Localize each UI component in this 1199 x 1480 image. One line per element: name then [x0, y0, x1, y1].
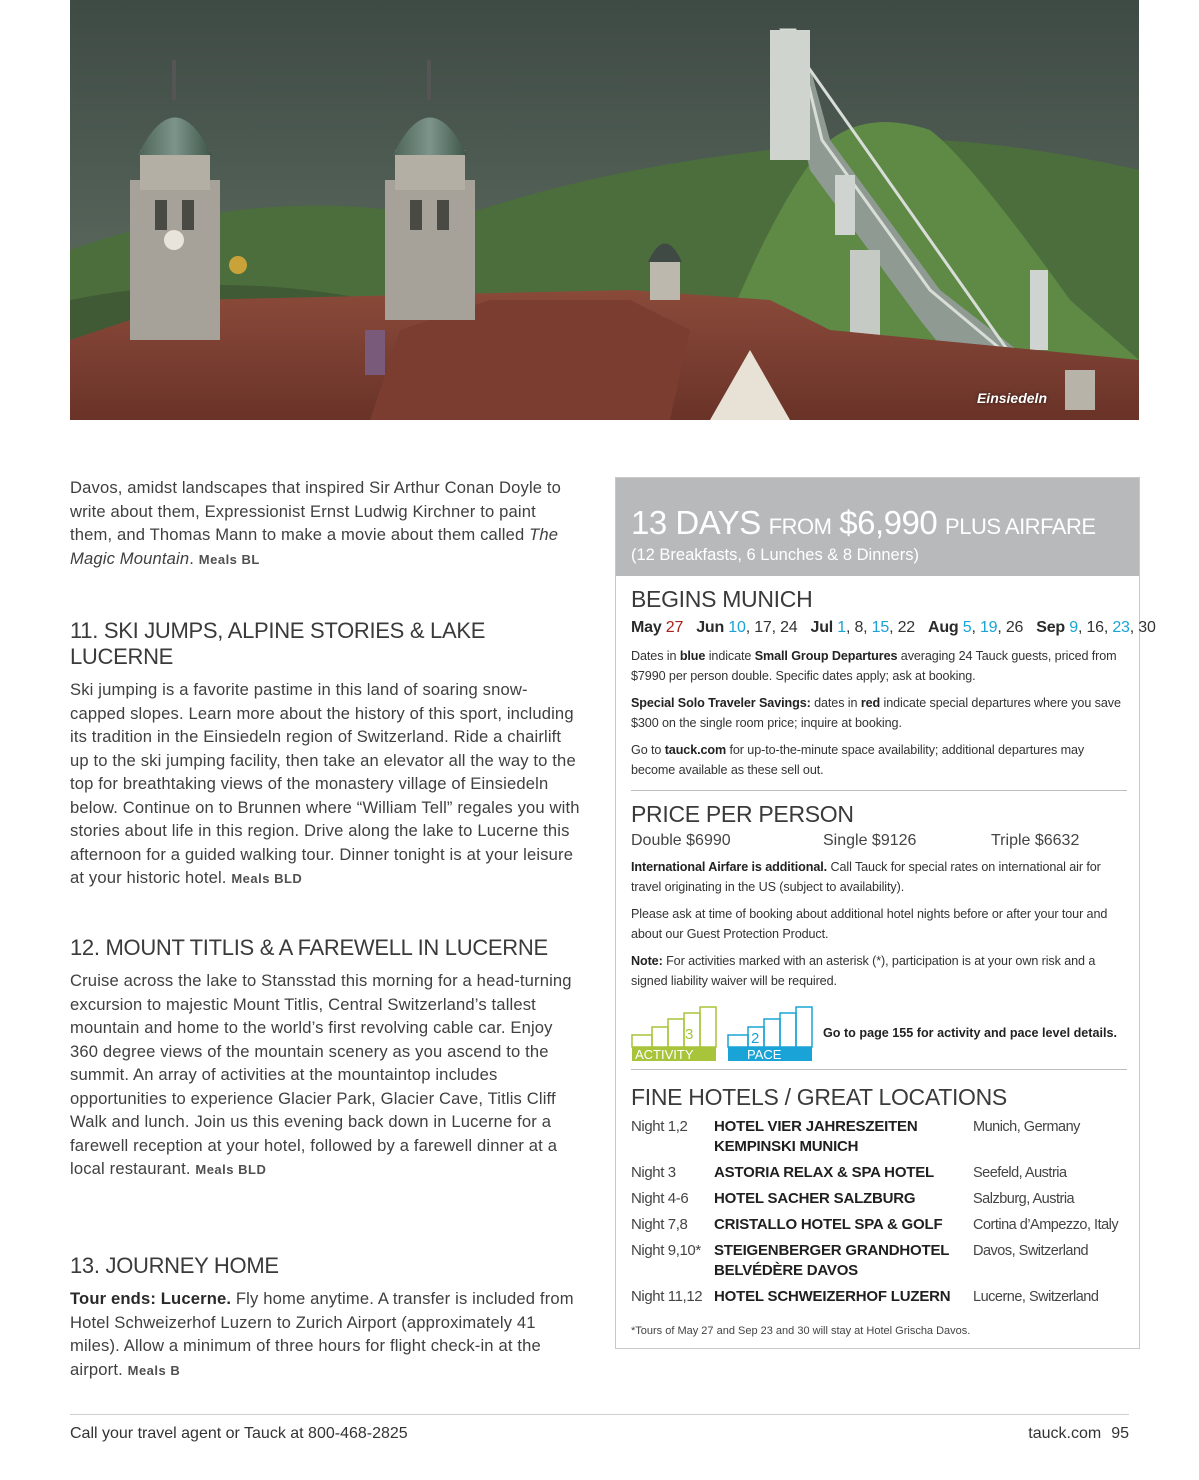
booking-note: Please ask at time of booking about additional hotel nights before or after your tour and about our Guest Protection Product.	[631, 907, 1108, 941]
departure-day: 9	[1069, 619, 1078, 636]
pace-level-icon	[727, 1005, 815, 1061]
date-group-sep: Sep 9, 16, 23, 30	[1036, 619, 1156, 636]
departure-day: 30	[1138, 619, 1156, 636]
note-text: Go to	[631, 743, 665, 757]
day-12-heading: 12. MOUNT TITLIS & A FAREWELL IN LUCERNE	[70, 935, 548, 960]
hotel-name: ASTORIA RELAX & SPA HOTEL	[714, 1164, 935, 1181]
waiver-note	[631, 952, 1127, 991]
double-price: Double $6990	[631, 832, 731, 849]
date-group-jun: Jun 10, 17, 24	[696, 619, 798, 636]
month-label: Aug	[927, 619, 963, 636]
page-number: 95	[1111, 1425, 1129, 1442]
solo-label: Special Solo Traveler Savings:	[631, 696, 811, 710]
hotel-city: Davos, Switzerland	[973, 1243, 1089, 1259]
month-label: Jul	[810, 619, 838, 636]
meals-label: Meals BLD	[231, 871, 303, 886]
hotel-night: Night 9,10*	[631, 1242, 701, 1259]
triple-price: Triple $6632	[991, 832, 1080, 849]
tour-info-box	[615, 477, 1156, 1349]
day-12-section	[70, 935, 580, 1182]
date-group-jul: Jul 1, 8, 15, 22	[810, 619, 915, 636]
day-11-body: Ski jumping is a favorite pastime in this land of soaring snow-capped slopes. Learn more about the history of this sport, including its tradition in the Einsiedeln region of Switzerland. Ride a chairlift up to the ski jumping facility, then take an elevator all the way to the top for breathtaking views of the monastery village of Einsiedeln below. Continue on to Brunnen where “William Tell” regales you with stories about life in this region. Drive along the lake to Lucerne this afternoon for a guided walking tour. Dinner tonight is at your leisure at your historic hotel.	[70, 680, 580, 887]
hotel-row	[631, 1189, 1127, 1209]
hotel-city: Salzburg, Austria	[973, 1191, 1075, 1207]
note-text: For activities marked with an asterisk (*), participation is at your own risk and a signed liability waiver will be required.	[631, 954, 1096, 988]
hotel-row	[631, 1215, 1127, 1235]
tauck-link[interactable]: tauck.com	[664, 743, 727, 757]
from-label: FROM	[768, 514, 832, 539]
departure-dates	[631, 619, 1156, 637]
departure-day: 23	[1112, 619, 1130, 636]
web-note	[631, 741, 1127, 780]
airfare-note	[631, 858, 1127, 897]
plus-airfare: PLUS AIRFARE	[945, 514, 1096, 539]
site-link[interactable]: tauck.com	[1028, 1425, 1102, 1442]
note-text: Dates in	[631, 649, 680, 663]
activity-level: 3	[685, 1026, 694, 1043]
duration: 13 DAYS	[631, 504, 761, 541]
hotel-name: CRISTALLO HOTEL SPA & GOLF	[714, 1216, 943, 1233]
meals-label: Meals B	[127, 1362, 181, 1378]
month-label: May	[631, 619, 666, 636]
from-price: $6,990	[839, 504, 938, 541]
hotel-name: HOTEL VIER JAHRESZEITEN KEMPINSKI MUNICH	[714, 1118, 918, 1155]
date-group-aug: Aug 5, 19, 26	[927, 619, 1024, 636]
note-text: indicate special departures where you save $300 on the single room price; inquire at booking.	[631, 696, 1121, 730]
divider	[631, 790, 1127, 791]
day-13-section	[70, 1253, 580, 1382]
day-13-heading: 13. JOURNEY HOME	[70, 1253, 279, 1278]
blue-dates-note	[631, 647, 1127, 686]
hotel-row	[631, 1163, 1127, 1183]
date-group-may	[631, 619, 683, 636]
begins-heading: BEGINS MUNICH	[631, 586, 813, 612]
photo-caption: Einsiedeln	[976, 390, 1047, 406]
activity-label: ACTIVITY	[635, 1047, 694, 1061]
day-12-body: Cruise across the lake to Stansstad this morning for a head-turning excursion to majestic Mount Titlis, Central Switzerland’s tallest mountain and home to the world’s first revolving cable car. Enjoy 360 degree views of the mountain scenery as you ascend to the summit. An array of activities at the mountaintop includes opportunities to experience Glacier Park, Glacier Cave, Titlis Cliff Walk and lunch. Join us this evening back down in Lucerne for a farewell reception at your hotel, followed by a farewell dinner at a local restaurant.	[70, 971, 572, 1178]
meals-label: Meals BL	[198, 551, 260, 567]
hotel-name: HOTEL SACHER SALZBURG	[714, 1190, 916, 1207]
blue-word: blue	[679, 649, 706, 663]
departure-day: 19	[979, 619, 998, 636]
month-label: Jun	[696, 619, 729, 636]
hotel-city: Cortina d’Ampezzo, Italy	[973, 1217, 1119, 1233]
meals-label: Meals BLD	[195, 1162, 267, 1177]
hotel-night: Night 3	[631, 1164, 676, 1181]
hotel-name: HOTEL SCHWEIZERHOF LUZERN	[714, 1288, 951, 1305]
departure-day: 8	[854, 619, 864, 636]
departure-day: 1	[837, 619, 846, 636]
departure-day: 22	[897, 619, 915, 636]
airfare-label: International Airfare is additional.	[631, 860, 828, 874]
price-heading: PRICE PER PERSON	[631, 801, 854, 827]
activity-pace-levels	[631, 1005, 1127, 1061]
solo-note	[631, 694, 1127, 733]
departure-day: 17	[754, 619, 772, 636]
day-11-heading: 11. SKI JUMPS, ALPINE STORIES & LAKE LUCERNE	[70, 618, 486, 669]
departure-day: 16	[1086, 619, 1104, 636]
intro-text-end: .	[189, 548, 199, 568]
tour-title	[631, 506, 1139, 544]
day-11-section	[70, 618, 580, 891]
level-details-note: Go to page 155 for activity and pace level details.	[823, 1026, 1117, 1040]
intro-paragraph	[70, 476, 580, 571]
day-12-text	[70, 969, 580, 1182]
intro-text: Davos, amidst landscapes that inspired Sir Arthur Conan Doyle to write about them, Expressionist Ernst Ludwig Kirchner to paint them, and Thomas Mann to make a movie about them called	[70, 478, 562, 544]
note-text: averaging 24 Tauck guests, priced from $7990 per person double. Specific dates apply; ask at booking.	[631, 649, 1117, 683]
departure-day: 5	[962, 619, 972, 636]
pace-label: PACE	[747, 1047, 782, 1061]
hotel-name: STEIGENBERGER GRANDHOTEL BELVÉDÈRE DAVOS	[714, 1242, 949, 1279]
day-11-text	[70, 678, 580, 891]
divider	[631, 1069, 1127, 1070]
single-price: Single $9126	[823, 832, 917, 849]
price-row	[631, 832, 1127, 850]
hotel-night: Night 11,12	[631, 1288, 703, 1305]
hotel-row	[631, 1117, 1127, 1157]
hotel-list	[631, 1117, 1127, 1307]
hotel-row	[631, 1241, 1127, 1281]
footer-right	[1028, 1425, 1129, 1443]
note-text: dates in	[810, 696, 861, 710]
footer-divider	[70, 1414, 1129, 1415]
note-text: indicate	[705, 649, 755, 663]
call-line: Call your travel agent or Tauck at 800-468-2825	[70, 1425, 408, 1442]
departure-day: 24	[780, 619, 798, 636]
meals-summary: (12 Breakfasts, 6 Lunches & 8 Dinners)	[631, 546, 919, 564]
price-header	[616, 478, 1139, 576]
tour-ends: Tour ends: Lucerne.	[70, 1289, 232, 1308]
small-group-label: Small Group Departures	[754, 649, 898, 663]
hotel-night: Night 4-6	[631, 1190, 689, 1207]
day-13-text	[70, 1287, 580, 1382]
hotel-footnote: *Tours of May 27 and Sep 23 and 30 will stay at Hotel Grischa Davos.	[631, 1325, 971, 1337]
hero-photo	[70, 0, 1139, 420]
hotel-city: Seefeld, Austria	[973, 1165, 1067, 1181]
hotel-night: Night 1,2	[631, 1118, 688, 1135]
note-text: Call Tauck for special rates on international air for travel originating in the US (subject to availability).	[631, 860, 1101, 894]
departure-day: 26	[1005, 619, 1024, 636]
activity-level-icon	[631, 1005, 719, 1061]
hotel-row	[631, 1287, 1127, 1307]
departure-day: 27	[665, 619, 684, 636]
hotels-heading: FINE HOTELS / GREAT LOCATIONS	[631, 1084, 1007, 1110]
pace-level: 2	[751, 1030, 760, 1047]
departure-day: 15	[871, 619, 890, 636]
hotel-night: Night 7,8	[631, 1216, 688, 1233]
note-label: Note:	[631, 954, 663, 968]
movie-title: The Magic Mountain	[70, 525, 559, 568]
month-label: Sep	[1036, 619, 1070, 636]
note-text: for up-to-the-minute space availability; additional departures may become available as these sell out.	[631, 743, 1085, 777]
departure-day: 10	[728, 619, 746, 636]
hotel-city: Munich, Germany	[973, 1119, 1080, 1135]
red-word: red	[860, 696, 881, 710]
day-13-body: Fly home anytime. A transfer is included from Hotel Schweizerhof Luzern to Zurich Airport (approximately 41 miles). Allow a minimum of three hours for flight check-in at the airport.	[70, 1289, 574, 1379]
einsiedeln-photo	[70, 0, 1139, 420]
hotel-city: Lucerne, Switzerland	[973, 1289, 1099, 1305]
